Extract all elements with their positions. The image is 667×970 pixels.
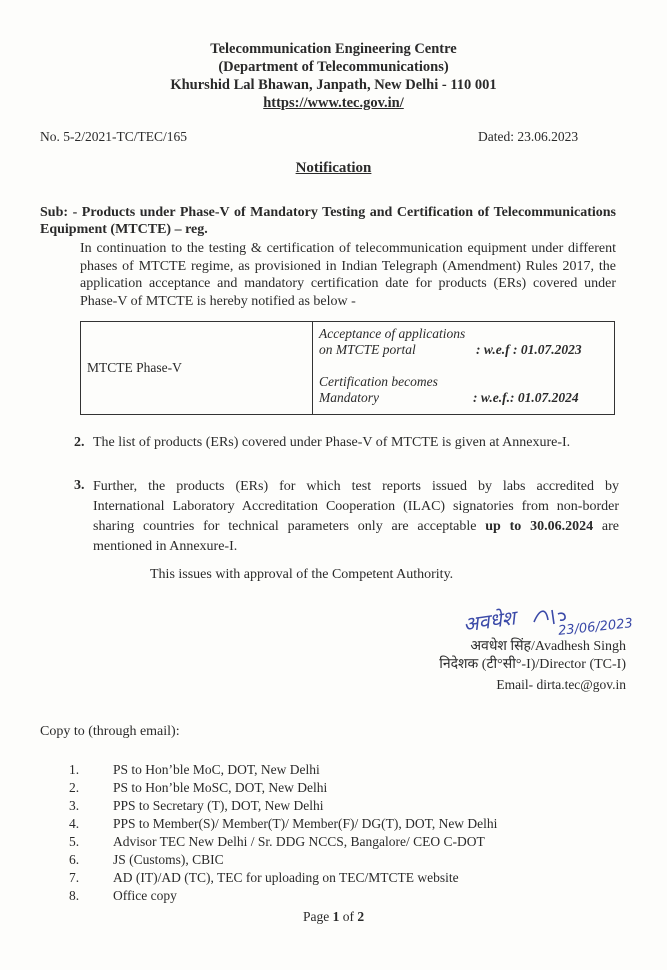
phase-name: MTCTE Phase-V	[87, 360, 182, 375]
page-total: 2	[357, 909, 365, 924]
point-2-text: The list of products (ERs) covered under Phase-V of MTCTE is given at Annexure-I.	[93, 435, 571, 450]
point-3-line-1: Further, the products (ERs) for which test reports issued by labs accredited by	[93, 479, 619, 494]
list-item-text: PS to Hon’ble MoSC, DOT, New Delhi	[113, 780, 328, 795]
org-website-row	[0, 94, 667, 112]
list-item-number: 5.	[69, 834, 80, 849]
org-name: Telecommunication Engineering Centre	[210, 41, 457, 57]
dated: Dated: 23.06.2023	[478, 129, 579, 144]
page-number: 1	[332, 909, 340, 924]
acceptance-label-2: on MTCTE portal	[319, 342, 416, 357]
point-3-deadline: up to 30.06.2024	[485, 519, 594, 534]
approval-note: This issues with approval of the Competent Authority.	[150, 567, 454, 582]
certification-label-2: Mandatory	[319, 390, 379, 405]
intro-paragraph: In continuation to the testing & certification of telecommunication equipment under different phases of MTCTE regime, as provisioned in Indian Telegraph (Amendment) Rules 2017, the application acceptance and mandatory certification date for products (ERs) covered under Phase-V of MTCTE is hereby notified as below -	[80, 241, 616, 309]
list-item-number: 2.	[69, 780, 80, 795]
list-item-text: Office copy	[113, 888, 177, 903]
list-item-number: 8.	[69, 888, 80, 903]
list-item-text: Advisor TEC New Delhi / Sr. DDG NCCS, Bangalore/ CEO C-DOT	[113, 834, 485, 849]
page-footer-of: of	[339, 909, 358, 924]
copy-to-heading: Copy to (through email):	[40, 724, 180, 739]
list-item-text: PPS to Member(S)/ Member(T)/ Member(F)/ DG(T), DOT, New Delhi	[113, 816, 498, 831]
acceptance-label-1: Acceptance of applications	[319, 326, 466, 341]
org-website-link[interactable]: https://www.tec.gov.in/	[263, 95, 404, 111]
point-3-line-3-tail: are	[593, 519, 619, 534]
signatory-email: Email- dirta.tec@gov.in	[496, 677, 626, 692]
subject-line: Sub: - Products under Phase-V of Mandatory Testing and Certification of Telecommunications Equipment (MTCTE) – reg.	[40, 205, 616, 237]
notification-title: Notification	[295, 160, 372, 176]
list-item-number: 4.	[69, 816, 80, 831]
list-item-number: 7.	[69, 870, 80, 885]
point-2-number: 2.	[74, 435, 85, 450]
reference-number: No. 5-2/2021-TC/TEC/165	[40, 129, 187, 144]
certification-label-1: Certification becomes	[319, 374, 438, 389]
list-item-text: PPS to Secretary (T), DOT, New Delhi	[113, 798, 324, 813]
department-name: (Department of Telecommunications)	[218, 59, 449, 75]
point-3-line-4: mentioned in Annexure-I.	[93, 539, 238, 554]
phase-name-cell	[81, 322, 313, 415]
point-3-line-3	[93, 517, 619, 537]
list-item-text: PS to Hon’ble MoC, DOT, New Delhi	[113, 762, 320, 777]
list-item-number: 1.	[69, 762, 80, 777]
list-item-text: AD (IT)/AD (TC), TEC for uploading on TEC/MTCTE website	[113, 870, 459, 885]
handwritten-signature: अवधेश	[461, 605, 517, 637]
point-3-line-2: International Laboratory Accreditation Cooperation (ILAC) signatories from non-border	[93, 499, 619, 514]
org-address: Khurshid Lal Bhawan, Janpath, New Delhi - 110 001	[170, 77, 497, 93]
point-3-number: 3.	[74, 478, 85, 493]
handwritten-date: 23/06/2023	[557, 616, 634, 639]
list-item-text: JS (Customs), CBIC	[113, 852, 224, 867]
signatory-designation: निदेशक (टी°सी°-I)/Director (TC-I)	[439, 657, 626, 672]
phase-table	[80, 321, 615, 415]
list-item-number: 3.	[69, 798, 80, 813]
acceptance-date: : w.e.f : 01.07.2023	[476, 342, 582, 357]
certification-date: : w.e.f.: 01.07.2024	[473, 390, 579, 405]
phase-dates-cell	[313, 322, 615, 415]
point-3-line-3-text: sharing countries for technical parameters only are acceptable	[93, 519, 486, 534]
page-footer	[0, 908, 667, 925]
list-item-number: 6.	[69, 852, 80, 867]
page-footer-prefix: Page	[302, 909, 333, 924]
signatory-name: अवधेश सिंह/Avadhesh Singh	[470, 639, 626, 654]
